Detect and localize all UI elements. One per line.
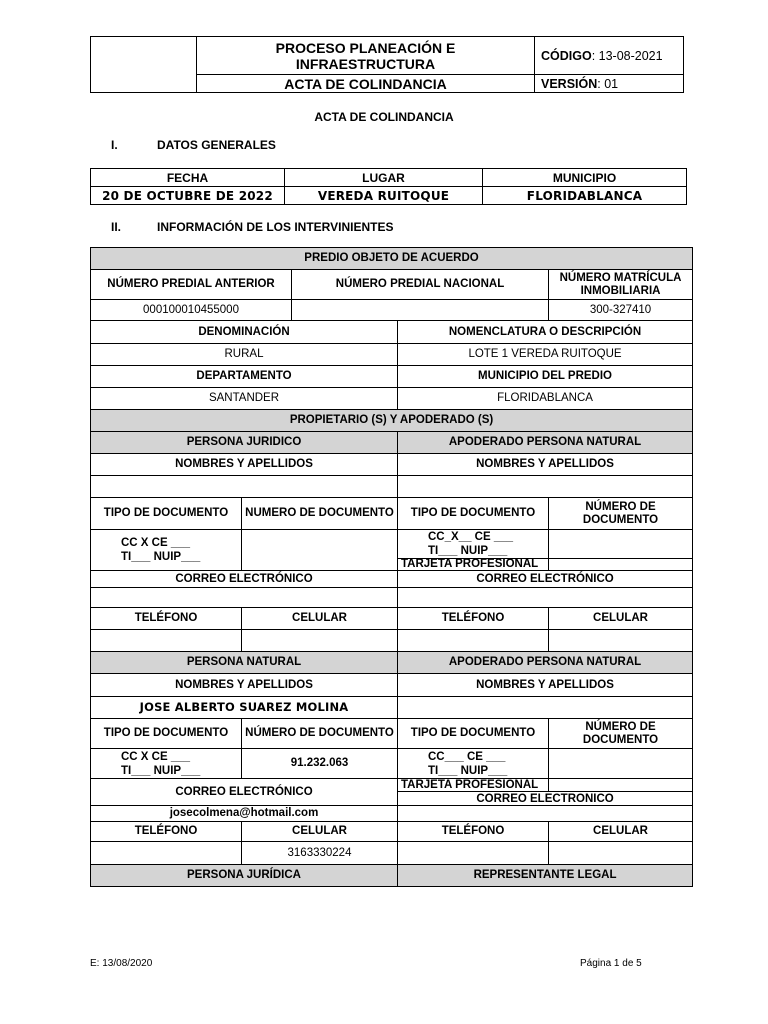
nombres-value: JOSE ALBERTO SUAREZ MOLINA <box>91 697 398 719</box>
nombres-value <box>91 476 398 498</box>
municipio-predio-label: MUNICIPIO DEL PREDIO <box>398 366 693 388</box>
municipio-predio-value: FLORIDABLANCA <box>398 388 693 410</box>
numero-doc-label: NÚMERO DE DOCUMENTO <box>549 498 693 530</box>
np-nacional-value <box>292 300 549 321</box>
departamento-label: DEPARTAMENTO <box>91 366 398 388</box>
persona-juridico-header: PERSONA JURIDICO <box>91 432 398 454</box>
departamento-value: SANTANDER <box>91 388 398 410</box>
celular-value: 3163330224 <box>242 842 398 865</box>
celular-value <box>242 630 398 652</box>
numero-doc-value: 91.232.063 <box>242 749 398 779</box>
correo-value <box>398 588 693 608</box>
tarjeta-label: TARJETA PROFESIONAL <box>398 559 549 571</box>
footer-left: E: 13/08/2020 <box>90 958 153 969</box>
celular-value <box>549 630 693 652</box>
process-title: PROCESO PLANEACIÓN E INFRAESTRUCTURA <box>197 37 535 75</box>
page-number: Página 1 de 5 <box>580 958 642 969</box>
general-data-table <box>90 168 687 205</box>
persona-juridica-header: PERSONA JURÍDICA <box>91 865 398 887</box>
nomenclatura-label: NOMENCLATURA O DESCRIPCIÓN <box>398 321 693 344</box>
nombres-label: NOMBRES Y APELLIDOS <box>91 674 398 697</box>
np-anterior-value: 000100010455000 <box>91 300 292 321</box>
persona-natural-header: PERSONA NATURAL <box>91 652 398 674</box>
denominacion-label: DENOMINACIÓN <box>91 321 398 344</box>
propietario-header: PROPIETARIO (S) Y APODERADO (S) <box>91 410 693 432</box>
apoderado-natural-header: APODERADO PERSONA NATURAL <box>398 432 693 454</box>
telefono-label: TELÉFONO <box>398 608 549 630</box>
doc-subtitle: ACTA DE COLINDANCIA <box>197 75 535 93</box>
numero-doc-value <box>549 530 693 559</box>
celular-label: CELULAR <box>549 608 693 630</box>
nombres-value <box>398 476 693 498</box>
telefono-value <box>91 842 242 865</box>
correo-value <box>398 806 693 822</box>
version-cell: VERSIÓN: 01 <box>535 75 684 93</box>
celular-label: CELULAR <box>549 822 693 842</box>
correo-label: CORREO ELECTRÓNICO <box>91 779 398 806</box>
representante-legal-header: REPRESENTANTE LEGAL <box>398 865 693 887</box>
telefono-label: TELÉFONO <box>91 608 242 630</box>
logo-cell <box>91 37 197 93</box>
np-nacional-label: NÚMERO PREDIAL NACIONAL <box>292 270 549 300</box>
numero-doc-label: NÚMERO DE DOCUMENTO <box>242 719 398 749</box>
celular-label: CELULAR <box>242 822 398 842</box>
tipo-doc-label: TIPO DE DOCUMENTO <box>398 719 549 749</box>
municipio-label: MUNICIPIO <box>483 169 687 187</box>
correo-value <box>91 588 398 608</box>
denominacion-value: RURAL <box>91 344 398 366</box>
doc-type-options: CC_X__ CE ___ TI___ NUIP___ <box>398 530 549 559</box>
nombres-label: NOMBRES Y APELLIDOS <box>398 674 693 697</box>
doc-type-options: CC X CE ___ TI___ NUIP___ <box>91 749 242 779</box>
nombres-label: NOMBRES Y APELLIDOS <box>398 454 693 476</box>
fecha-label: FECHA <box>91 169 285 187</box>
doc-type-options: CC X CE ___ TI___ NUIP___ <box>91 530 242 571</box>
celular-value <box>549 842 693 865</box>
matricula-value: 300-327410 <box>549 300 693 321</box>
numero-doc-label: NÚMERO DE DOCUMENTO <box>549 719 693 749</box>
correo-value: josecolmena@hotmail.com <box>91 806 398 822</box>
matricula-label: NÚMERO MATRÍCULA INMOBILIARIA <box>549 270 693 300</box>
page-title: ACTA DE COLINDANCIA <box>314 110 454 124</box>
tarjeta-value <box>549 779 693 792</box>
document-header <box>90 36 684 93</box>
fecha-value: 20 DE OCTUBRE DE 2022 <box>91 187 285 205</box>
telefono-label: TELÉFONO <box>91 822 242 842</box>
nombres-value <box>398 697 693 719</box>
nomenclatura-value: LOTE 1 VEREDA RUITOQUE <box>398 344 693 366</box>
tarjeta-label: TARJETA PROFESIONAL <box>398 779 549 792</box>
correo-label: CORREO ELECTRONICO <box>398 792 693 806</box>
nombres-label: NOMBRES Y APELLIDOS <box>91 454 398 476</box>
codigo-cell: CÓDIGO: 13-08-2021 <box>535 37 684 75</box>
correo-label: CORREO ELECTRÓNICO <box>91 571 398 588</box>
telefono-label: TELÉFONO <box>398 822 549 842</box>
tipo-doc-label: TIPO DE DOCUMENTO <box>91 719 242 749</box>
numero-doc-value <box>242 530 398 571</box>
tarjeta-value <box>549 559 693 571</box>
apoderado-natural-header: APODERADO PERSONA NATURAL <box>398 652 693 674</box>
telefono-value <box>398 630 549 652</box>
telefono-value <box>398 842 549 865</box>
municipio-value: FLORIDABLANCA <box>483 187 687 205</box>
numero-doc-label: NUMERO DE DOCUMENTO <box>242 498 398 530</box>
telefono-value <box>91 630 242 652</box>
lugar-label: LUGAR <box>285 169 483 187</box>
doc-type-options: CC___ CE ___ TI___ NUIP___ <box>398 749 549 779</box>
lugar-value: VEREDA RUITOQUE <box>285 187 483 205</box>
numero-doc-value <box>549 749 693 779</box>
correo-label: CORREO ELECTRÓNICO <box>398 571 693 588</box>
predio-header: PREDIO OBJETO DE ACUERDO <box>91 248 693 270</box>
tipo-doc-label: TIPO DE DOCUMENTO <box>398 498 549 530</box>
np-anterior-label: NÚMERO PREDIAL ANTERIOR <box>91 270 292 300</box>
celular-label: CELULAR <box>242 608 398 630</box>
intervinientes-table <box>90 247 693 887</box>
tipo-doc-label: TIPO DE DOCUMENTO <box>91 498 242 530</box>
